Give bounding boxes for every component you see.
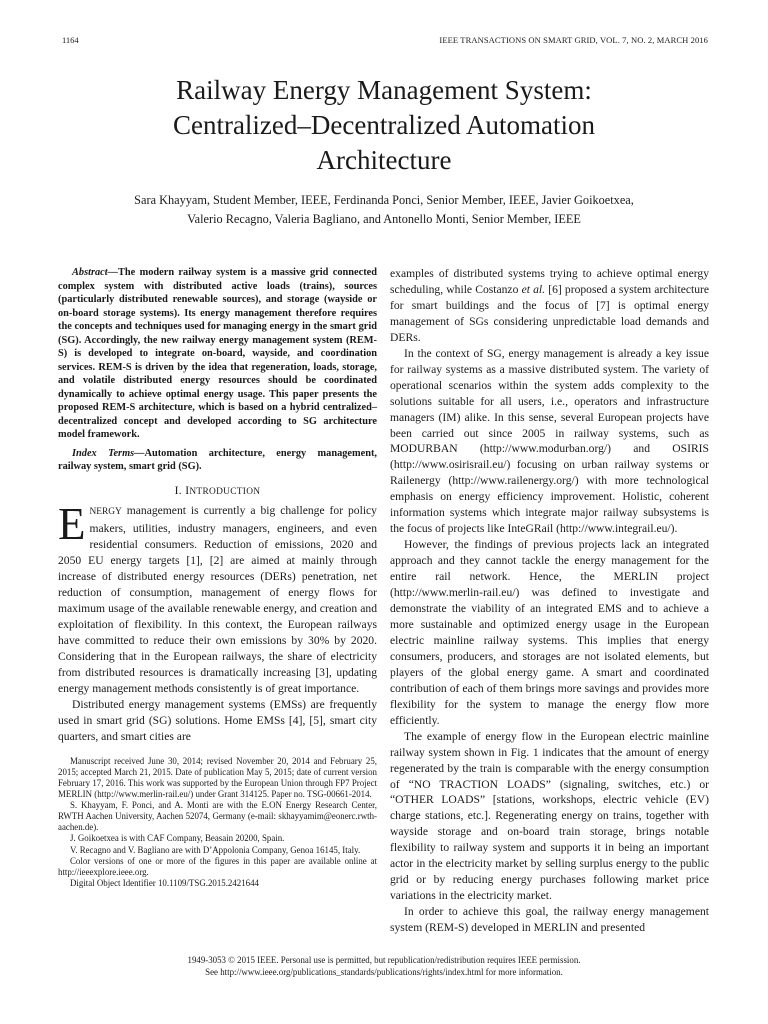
title-line: Railway Energy Management System: xyxy=(176,75,592,105)
drop-cap: E xyxy=(58,499,86,550)
author-line: Sara Khayyam, Student Member, IEEE, Ferdinanda Ponci, Senior Member, IEEE, Javier Goikoetxea, xyxy=(134,193,634,207)
body-paragraph xyxy=(390,266,709,346)
right-column xyxy=(390,266,709,936)
abstract-text: The modern railway system is a massive grid connected complex system with distributed active loads (trains), sources (particularly distributed renewable sources), and storage (wayside or on-board storage systems). Its energy management therefore requires the concepts and techniques used for managing energy in the smart grid (SG). Accordingly, the new railway energy management system (REM-S) is developed to integrate on-board, wayside, and coordination services. REM-S is driven by the idea that regeneration, loads, storage, and volatile distributed energy resources should be coordinated dynamically to achieve optimal energy usage. This paper presents the proposed REM-S architecture, which is based on a hybrid centralized–decentralized concept and developed according to SG architecture model framework. xyxy=(58,267,377,440)
body-paragraph: In order to achieve this goal, the railway energy management system (REM-S) developed in MERLIN and presented xyxy=(390,905,709,935)
body-paragraph: However, the findings of previous projects lack an integrated approach and they cannot tackle the energy management for the entire rail network. Hence, the MERLIN project (http://www.merlin-rail.eu/) was defined to investigate and demonstrate the viability of an integrated EMS and to achieve a more sustainable and optimized energy usage in the European electric mainline railway systems. This implies that energy consumers, producers, and storages are not isolated elements, but players of the global energy game. A smart and coordinated contribution of each of them brings more savings and provides more flexibility for the system to manage the energy flow more efficiently. xyxy=(390,538,709,727)
body-paragraph: The example of energy flow in the European electric mainline railway system shown in Fig. 1 indicates that the amount of energy regenerated by the train is comparable with the energy consumption of “NO TRACTION LOADS” (signaling, switches, etc.) or “OTHER LOADS” [stations, workshops, electric vehicle (EV) charge stations, etc.]. Regenerating energy on trains, together with wayside storage and on-board train storage, brings notable flexibility to railway system and supports it in being an important actor in the electricity market by selling surplus energy to the public grid or by reducing energy purchases following market price variations in the electricity market. xyxy=(390,729,709,903)
author-line: Valerio Recagno, Valeria Bagliano, and Antonello Monti, Senior Member, IEEE xyxy=(187,212,581,226)
index-terms-label: Index Terms— xyxy=(72,447,145,459)
abstract-label: Abstract— xyxy=(72,267,118,278)
paper-title xyxy=(60,73,708,178)
body-paragraph: In the context of SG, energy management is already a key issue for railway systems as a massive distributed system. The variety of operational scenarios within the system adds complexity to the solutions suitable for all users, i.e., operators and infrastructure managers (IM) alike. In this sense, several European projects have been carried out since 2005 in railway systems, such as MODURBAN (http://www.modurban.org/) and OSIRIS (http://www.osirisrail.eu/) focusing on urban railway systems or Railenergy (http://www.railenergy.org/) with more technological emphasis on energy efficiency improvement. Holistic, coherent information systems which integrate major railway subsystems is the focus of projects like InteGRail (http://www.integrail.eu/). xyxy=(390,346,709,536)
journal-header: IEEE TRANSACTIONS ON SMART GRID, VOL. 7, NO. 2, MARCH 2016 xyxy=(439,35,708,45)
section-heading-introduction xyxy=(58,483,377,501)
index-terms-text: Automation architecture, energy management, railway system, smart grid (SG). xyxy=(58,447,377,472)
section-title-initial: I xyxy=(185,483,190,497)
paragraph-text: examples of distributed systems trying to achieve optimal energy scheduling, while Costanzo xyxy=(390,267,709,296)
footnote: Digital Object Identifier 10.1109/TSG.2015.2421644 xyxy=(70,877,259,888)
footnote: V. Recagno and V. Bagliano are with D’Appolonia Company, Genoa 16145, Italy. xyxy=(70,844,361,855)
paragraph-text: [6] proposed a system architecture for smart buildings and the focus of [7] is optimal energy management of SGs considering unpredictable load demands and DERs. xyxy=(390,282,710,344)
footnote: Color versions of one or more of the figures in this paper are available online at http://ieeexplore.ieee.org. xyxy=(58,855,377,877)
left-column xyxy=(58,266,377,889)
intro-paragraph-2: Distributed energy management systems (EMSs) are frequently used in smart grid (SG) solutions. Home EMSs [4], [5], smart city quarters, and smart cities are xyxy=(58,697,377,743)
copyright-line: 1949-3053 © 2015 IEEE. Personal use is permitted, but republication/redistribution requires IEEE permission. xyxy=(187,955,581,965)
intro-text: management is currently a big challenge for policy makers, utilities, industry managers, engineers, and even residential consumers. Reduction of emissions, 2020 and 2050 EU energy targets [1], [2] are aimed at mainly through increase of distributed energy resources (DERs) penetration, net reduction of consumption, management of energy flows for maximum usage of the available renewable energy, and creation and exploitation of flexibility. In this context, the European railways have committed to reduce their own emissions by 30% by 2020. Considering that in the European railways, the share of electricity from distributed resources is dramatically increasing [3], updating energy management methods consistently is of great importance. xyxy=(58,504,377,695)
footnote: S. Khayyam, F. Ponci, and A. Monti are with the E.ON Energy Research Center, RWTH Aachen University, Aachen 52074, Germany (e-mail: skhayyamim@eonerc.rwth-aachen.de). xyxy=(58,800,377,833)
section-title-rest: NTRODUCTION xyxy=(189,486,261,497)
copyright-line: See http://www.ieee.org/publications_standards/publications/rights/index.html for more information. xyxy=(205,967,563,977)
author-list xyxy=(60,191,708,229)
intro-smallcaps: NERGY xyxy=(89,507,122,518)
intro-paragraph-1 xyxy=(58,499,377,696)
footnotes xyxy=(58,756,377,889)
copyright-notice xyxy=(60,954,708,978)
footnote: Manuscript received June 30, 2014; revised November 20, 2014 and February 25, 2015; accepted March 21, 2015. Date of publication May 5, 2015; date of current version February 17, 2016. This work was supported by the European Union through FP7 Project MERLIN (http://www.merlin-rail.eu/) under Grant 314125. Paper no. TSG-00661-2014. xyxy=(58,755,377,800)
section-numeral: I. xyxy=(174,483,182,497)
page-number: 1164 xyxy=(62,35,79,45)
title-line: Architecture xyxy=(316,145,452,175)
et-al: et al. xyxy=(521,282,546,296)
title-line: Centralized–Decentralized Automation xyxy=(172,110,596,140)
index-terms xyxy=(58,447,377,474)
footnote: J. Goikoetxea is with CAF Company, Beasain 20200, Spain. xyxy=(70,833,285,844)
abstract xyxy=(58,266,377,442)
